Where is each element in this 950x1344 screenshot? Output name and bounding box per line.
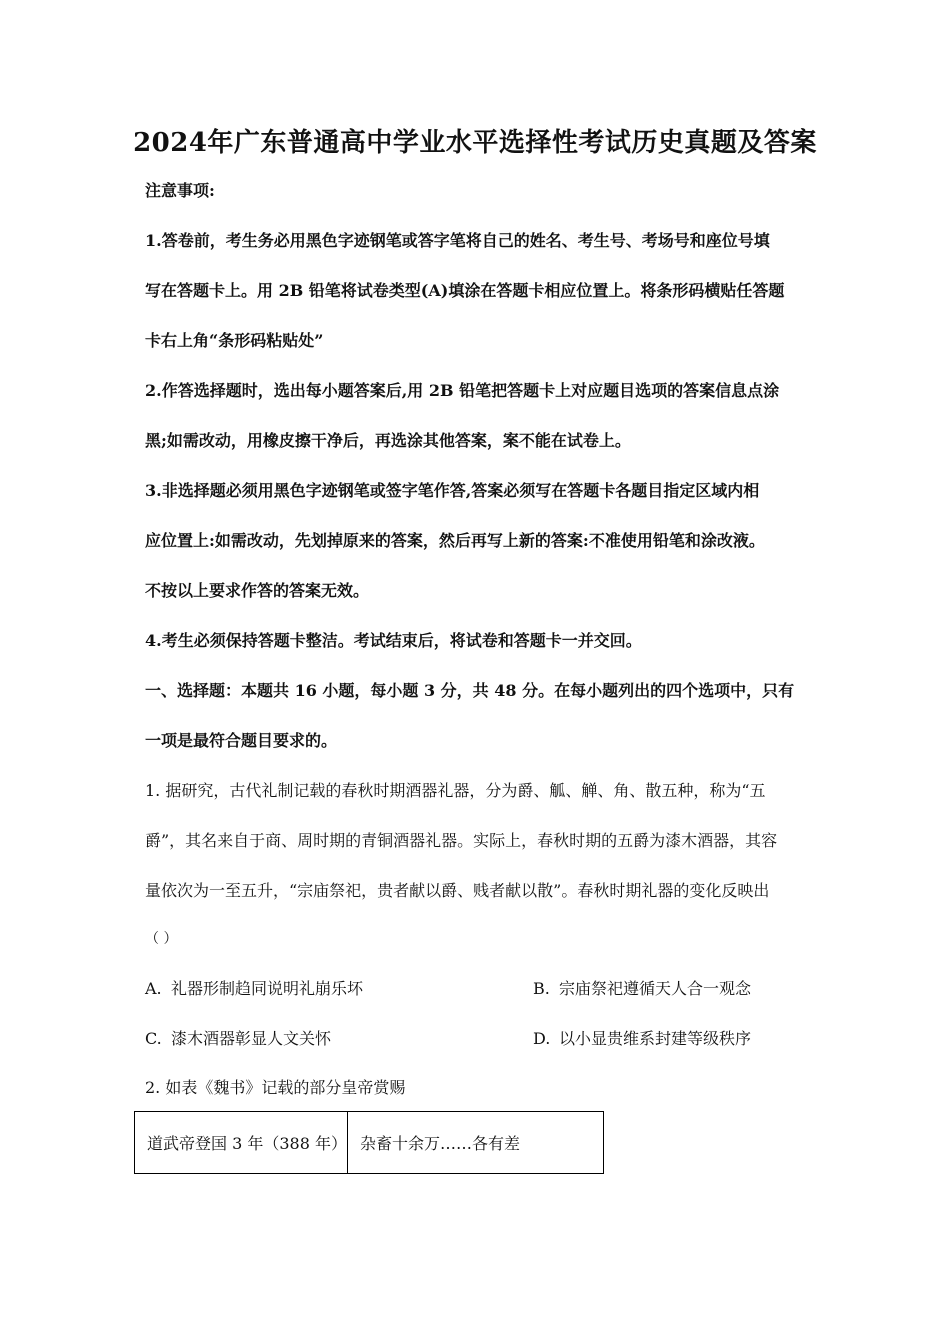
notice-line: 3.非选择题必须用黑色字迹钢笔或签字笔作答,答案必须写在答题卡各题目指定区域内相 (145, 481, 760, 500)
page-title: 2024年广东普通高中学业水平选择性考试历史真题及答案 (133, 128, 817, 158)
reward-table (134, 1111, 604, 1174)
notice-line: 4.考生必须保持答题卡整洁。考试结束后，将试卷和答题卡一并交回。 (145, 631, 642, 650)
notice-line: 1.答卷前，考生务必用黑色字迹钢笔或答字笔将自己的姓名、考生号、考场号和座位号填 (145, 231, 770, 250)
question-1-stem: 量依次为一至五升，“宗庙祭祀，贵者献以爵、贱者献以散”。春秋时期礼器的变化反映出 (145, 881, 770, 900)
question-2-stem: 2. 如表《魏书》记载的部分皇帝赏赐 (145, 1078, 406, 1097)
table-cell: 杂畜十余万……各有差 (348, 1112, 604, 1174)
section-heading: 一、选择题：本题共 16 小题，每小题 3 分，共 48 分。在每小题列出的四个选项中，只有 (145, 681, 795, 700)
section-heading: 一项是最符合题目要求的。 (145, 731, 338, 750)
option-letter: A. (145, 979, 162, 998)
table-cell: 道武帝登国 3 年（388 年） (135, 1112, 348, 1174)
option-letter: C. (145, 1029, 162, 1048)
notice-line: 写在答题卡上。用 2B 铅笔将试卷类型(A)填涂在答题卡相应位置上。将条形码横贴任答题 (145, 281, 785, 300)
answer-blank: （ ） (145, 931, 178, 947)
option-letter: D. (533, 1029, 551, 1048)
option-d[interactable] (533, 1029, 751, 1049)
option-text: 宗庙祭祀遵循天人合一观念 (559, 979, 752, 998)
table-row (135, 1112, 604, 1174)
notice-line: 应位置上:如需改动，先划掉原来的答案，然后再写上新的答案:不准使用铅笔和涂改液。 (145, 531, 765, 550)
notice-line: 2.作答选择题时，选出每小题答案后,用 2B 铅笔把答题卡上对应题目选项的答案信息点涂 (145, 381, 780, 400)
notice-line: 黑;如需改动，用橡皮擦干净后，再选涂其他答案，案不能在试卷上。 (145, 431, 631, 450)
option-c[interactable] (145, 1029, 331, 1049)
option-b[interactable] (533, 979, 751, 999)
option-letter: B. (533, 979, 550, 998)
option-text: 漆木酒器彰显人文关怀 (171, 1029, 332, 1048)
notice-line: 不按以上要求作答的答案无效。 (145, 581, 370, 600)
option-text: 礼器形制趋同说明礼崩乐坏 (171, 979, 364, 998)
question-1-stem: 爵”，其名来自于商、周时期的青铜酒器礼器。实际上，春秋时期的五爵为漆木酒器，其容 (145, 831, 778, 850)
notice-line: 卡右上角“条形码粘贴处” (145, 331, 324, 350)
notice-heading: 注意事项: (145, 181, 215, 200)
question-1-stem: 1. 据研究，古代礼制记载的春秋时期酒器礼器，分为爵、觚、觯、角、散五种，称为“五 (145, 781, 766, 800)
option-a[interactable] (145, 979, 363, 999)
option-text: 以小显贵维系封建等级秩序 (559, 1029, 752, 1048)
